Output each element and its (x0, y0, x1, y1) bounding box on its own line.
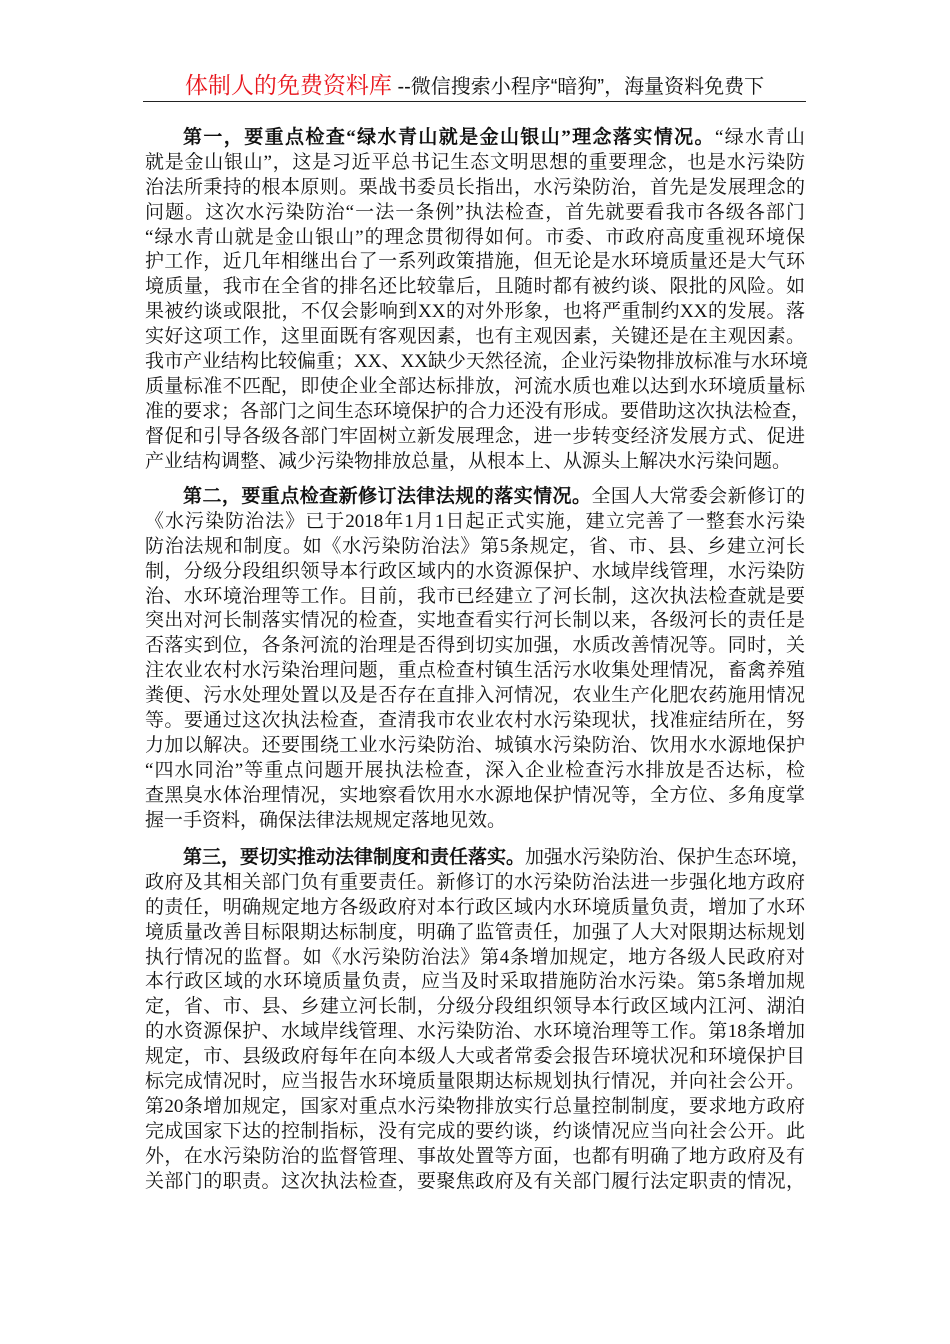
line-text: 问题。这次水污染防治“一法一条例”执法检查，首先就要看我市各级各部门 (145, 201, 805, 223)
line-text: 粪便、污水处理处置以及是否存在直排入河情况，农业生产化肥农药施用情况 (145, 685, 805, 707)
line-text: 政府及其相关部门负有重要责任。新修订的水污染防治法进一步强化地方政府 (145, 871, 805, 893)
text-line (145, 896, 805, 921)
text-line (145, 871, 805, 896)
text-line (145, 325, 805, 350)
paragraph-3 (145, 846, 811, 1194)
line-text: 准的要求；各部门之间生态环境保护的合力还没有形成。要借助这次执法检查， (145, 400, 811, 422)
line-text: “绿水青山就是金山银山”的理念贯彻得如何。市委、市政府高度重视环境保 (145, 226, 805, 248)
text-line (145, 709, 805, 734)
text-line (145, 995, 805, 1020)
text-line (145, 201, 805, 226)
line-text: 标完成情况时，应当报告水环境质量限期达标规划执行情况，并向社会公开。 (145, 1071, 805, 1093)
line-text: 完成国家下达的控制指标，没有完成的要约谈，约谈情况应当向社会公开。此 (145, 1120, 805, 1142)
text-line (145, 250, 805, 275)
line-text: 突出对河长制落实情况的检查，实地查看实行河长制以来，各级河长的责任是 (145, 610, 805, 632)
text-line (145, 535, 805, 560)
text-line (145, 1095, 805, 1120)
header-brand: 体制人的免费资料库 (184, 72, 392, 98)
line-text: 加强水污染防治、保护生态环境， (525, 847, 811, 868)
line-text: 督促和引导各级各部门牢固树立新发展理念，进一步转变经济发展方式、促进 (145, 425, 805, 447)
line-text: 的水资源保护、水域岸线管理、水污染防治、水环境治理等工作。第18条增加 (145, 1021, 805, 1043)
paragraph-lead: 第二，要重点检查新修订法律法规的落实情况。 (183, 486, 592, 507)
text-line (145, 734, 805, 759)
line-text: 查黑臭水体治理情况，实地察看饮用水水源地保护情况等，全方位、多角度掌 (145, 784, 805, 806)
text-line (145, 300, 805, 325)
text-line (145, 684, 805, 709)
text-line (145, 809, 805, 834)
line-text: 境质量改善目标限期达标制度，明确了监管责任，加强了人大对限期达标规划 (145, 921, 805, 943)
text-line (145, 151, 805, 176)
line-text: 关部门的职责。这次执法检查，要聚焦政府及有关部门履行法定职责的情况， (145, 1170, 805, 1192)
page-header (143, 70, 806, 102)
text-line (145, 1120, 805, 1145)
line-text: 我市产业结构比较偏重；XX、XX缺少天然径流，企业污染物排放标准与水环境 (145, 351, 808, 373)
line-text: 第20条增加规定，国家对重点水污染物排放实行总量控制制度，要求地方政府 (145, 1095, 805, 1117)
text-line (145, 609, 805, 634)
line-text: 制，分级分段组织领导本行政区域内的水资源保护、水域岸线管理，水污染防 (145, 560, 805, 582)
text-line (145, 400, 811, 425)
line-text: 治法所秉持的根本原则。栗战书委员长指出，水污染防治，首先是发展理念的 (145, 176, 805, 198)
text-line (145, 921, 805, 946)
text-line (145, 946, 805, 971)
text-line (145, 585, 805, 610)
line-text: 护工作，近几年相继出台了一系列政策措施，但无论是水环境质量还是大气环 (145, 251, 805, 273)
text-line (145, 759, 805, 784)
line-text: 防治法规和制度。如《水污染防治法》第5条规定，省、市、县、乡建立河长 (145, 535, 805, 557)
text-line (145, 634, 805, 659)
header-slogan: --微信搜索小程序“暗狗”，海量资料免费下 (391, 76, 765, 98)
text-line (145, 510, 805, 535)
line-text: 规定，市、县级政府每年在向本级人大或者常委会报告环境状况和环境保护目 (145, 1046, 805, 1068)
line-text: 执行情况的监督。如《水污染防治法》第4条增加规定，地方各级人民政府对 (145, 946, 805, 968)
text-line (145, 970, 805, 995)
line-text: 的责任，明确规定地方各级政府对本行政区域内水环境质量负责，增加了水环 (145, 896, 805, 918)
text-line (145, 485, 805, 510)
text-line (145, 226, 805, 251)
text-line (145, 1020, 805, 1045)
line-text: 定，省、市、县、乡建立河长制，分级分段组织领导本行政区域内江河、湖泊 (145, 996, 805, 1018)
line-text: 就是金山银山”，这是习近平总书记生态文明思想的重要理念，也是水污染防 (145, 151, 805, 173)
paragraph-2 (145, 485, 805, 833)
text-line (145, 1145, 805, 1170)
text-line (145, 846, 811, 871)
line-text: 力加以解决。还要围绕工业水污染防治、城镇水污染防治、饮用水水源地保护 (145, 734, 805, 756)
line-text: 握一手资料，确保法律法规规定落地见效。 (145, 809, 507, 831)
header-divider (143, 101, 806, 102)
line-text: 全国人大常委会新修订的 (591, 486, 805, 507)
line-text: 外，在水污染防治的监督管理、事故处置等方面，也都有明确了地方政府及有 (145, 1145, 805, 1167)
line-text: 实好这项工作，这里面既有客观因素，也有主观因素，关键还是在主观因素。 (145, 326, 805, 348)
line-text: 《水污染防治法》已于2018年1月1日起正式实施，建立完善了一整套水污染 (145, 510, 805, 532)
paragraph-lead: 第一，要重点检查“绿水青山就是金山银山”理念落实情况。 (183, 127, 715, 148)
line-text: 注农业农村水污染治理问题，重点检查村镇生活污水收集处理情况，畜禽养殖 (145, 660, 805, 682)
text-line (145, 784, 805, 809)
line-text: “四水同治”等重点问题开展执法检查，深入企业检查污水排放是否达标，检 (145, 759, 805, 781)
text-line (145, 126, 805, 151)
line-text: 质量标准不匹配，即使企业全部达标排放，河流水质也难以达到水环境质量标 (145, 375, 805, 397)
text-line (145, 425, 805, 450)
text-line (145, 275, 805, 300)
line-text: 治、水环境治理等工作。目前，我市已经建立了河长制，这次执法检查就是要 (145, 585, 805, 607)
line-text: 境质量，我市在全省的排名还比较靠后，且随时都有被约谈、限批的风险。如 (145, 276, 805, 298)
text-line (145, 659, 805, 684)
paragraph-1 (145, 126, 811, 474)
line-text: 产业结构调整、减少污染物排放总量，从根本上、从源头上解决水污染问题。 (145, 450, 792, 472)
text-line (145, 350, 808, 375)
text-line (145, 1170, 805, 1195)
text-line (145, 1070, 805, 1095)
line-text: 否落实到位，各条河流的治理是否得到切实加强，水质改善情况等。同时，关 (145, 635, 805, 657)
text-line (145, 450, 805, 475)
text-line (145, 375, 805, 400)
line-text: 等。要通过这次执法检查，查清我市农业农村水污染现状，找准症结所在，努 (145, 710, 805, 732)
text-line (145, 560, 805, 585)
line-text: “绿水青山 (714, 127, 805, 148)
text-line (145, 176, 805, 201)
line-text: 果被约谈或限批，不仅会影响到XX的对外形象，也将严重制约XX的发展。落 (145, 301, 805, 323)
paragraph-lead: 第三，要切实推动法律制度和责任落实。 (183, 847, 526, 868)
line-text: 本行政区域的水环境质量负责，应当及时采取措施防治水污染。第5条增加规 (145, 971, 805, 993)
text-line (145, 1045, 805, 1070)
